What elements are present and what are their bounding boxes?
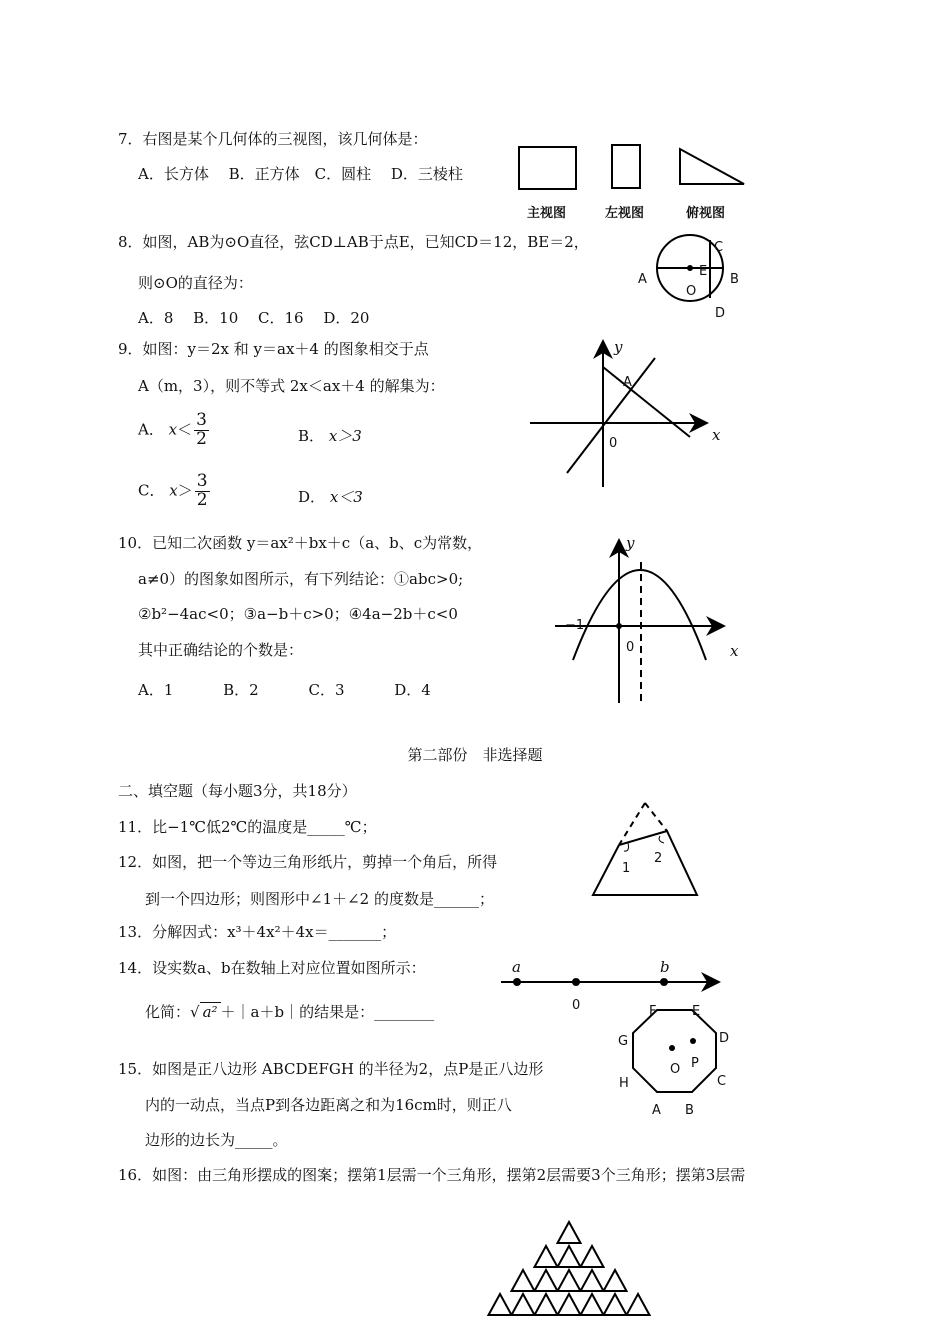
- q8-label-d: D: [715, 306, 726, 321]
- q9-label-x: x: [712, 426, 721, 444]
- q7-options: A．长方体 B．正方体 C．圆柱 D．三棱柱: [138, 165, 463, 183]
- q16-triangle: [512, 1270, 535, 1291]
- q16-triangle: [604, 1294, 627, 1315]
- q16-triangle: [581, 1246, 604, 1267]
- q9-option-c-rel: ＞: [177, 481, 193, 500]
- q16-triangle: [535, 1294, 558, 1315]
- q16-triangle: [535, 1270, 558, 1291]
- q10-label-neg1: −1: [565, 618, 585, 633]
- front-view-label: 主视图: [527, 206, 567, 221]
- q10-stem-2: a≠0）的图象如图所示，有下列结论：①abc>0;: [138, 570, 464, 588]
- q9-option-a-var: x: [168, 420, 178, 439]
- q10-stem-3: ②b²−4ac<0；③a−b＋c>0；④4a−2b＋c<0: [138, 605, 458, 623]
- q10-stem: 10．已知二次函数 y＝ax²＋bx＋c（a、b、c为常数，: [118, 534, 483, 552]
- q16-triangle: [627, 1294, 650, 1315]
- q13-stem: 13．分解因式：x³＋4x²＋4x＝_______；: [118, 923, 397, 941]
- q16-stem: 16．如图：由三角形摆成的图案；摆第1层需一个三角形，摆第2层需要3个三角形；摆第3层需: [118, 1166, 746, 1184]
- q12-stem: 12．如图，把一个等边三角形纸片，剪掉一个角后，所得: [118, 853, 498, 871]
- q15-stem: 15．如图是正八边形 ABCDEFGH 的半径为2，点P是正八边形: [118, 1060, 544, 1078]
- q9-option-a-prefix: A．: [138, 420, 164, 439]
- q8-stem: 8．如图，AB为⊙O直径，弦CD⊥AB于点E，已知CD＝12，BE＝2，: [118, 233, 589, 251]
- q14-simplify-prefix: 化简：: [145, 1003, 191, 1021]
- q15-label-d: D: [719, 1031, 730, 1046]
- q15-stem-3: 边形的边长为_____。: [145, 1131, 288, 1149]
- q15-label-o: O: [670, 1062, 681, 1077]
- q9-option-d-expr: x＜3: [329, 488, 363, 506]
- q9-option-a-rel: ＜: [177, 420, 193, 439]
- q8-label-a: A: [638, 272, 647, 287]
- q16-triangle: [489, 1294, 512, 1315]
- q12-stem-2: 到一个四边形；则图形中∠1＋∠2 的度数是______；: [145, 890, 494, 908]
- q9-stem-2: A（m，3），则不等式 2x＜ax＋4 的解集为：: [138, 377, 445, 395]
- q14-label-b: b: [660, 958, 670, 976]
- q9-option-b-expr: x＞3: [328, 427, 362, 445]
- q8-stem-2: 则⊙O的直径为：: [138, 274, 253, 292]
- q9-label-a: A: [623, 375, 632, 390]
- q15-label-h: H: [619, 1076, 629, 1091]
- q16-triangle: [558, 1246, 581, 1267]
- q8-label-e: E: [699, 264, 708, 279]
- q12-angle-label-1: 1: [622, 861, 631, 876]
- q15-label-b: B: [685, 1103, 694, 1118]
- q16-triangle: [581, 1294, 604, 1315]
- q14-label-a: a: [512, 958, 521, 976]
- section-fill-in-blank: 二、填空题（每小题3分，共18分）: [118, 782, 357, 800]
- q8-label-o: O: [686, 284, 697, 299]
- q10-stem-4: 其中正确结论的个数是：: [138, 641, 304, 659]
- q8-options: A．8 B．10 C．16 D．20: [138, 309, 370, 327]
- q9-label-o: 0: [609, 436, 618, 451]
- q7-stem: 7．右图是某个几何体的三视图，该几何体是：: [118, 130, 428, 148]
- q14-stem-2: 化简：√ a² ＋｜a＋b｜的结果是：________: [145, 1003, 435, 1021]
- q9-stem: 9．如图：y＝2x 和 y＝ax＋4 的图象相交于点: [118, 340, 429, 358]
- q9-option-b-prefix: B．: [298, 427, 325, 445]
- q9-option-c-fraction: $\frac{3}{2}$: [196, 471, 208, 510]
- q14-label-o: 0: [572, 998, 581, 1013]
- q16-triangle: [558, 1270, 581, 1291]
- q10-label-y: y: [626, 534, 635, 552]
- q9-option-c-var: x: [169, 481, 178, 500]
- q16-triangle: [512, 1294, 535, 1315]
- q9-label-y: y: [614, 338, 623, 356]
- part2-title: 第二部份 非选择题: [407, 746, 543, 764]
- q12-angle-label-2: 2: [654, 851, 663, 866]
- q10-label-x: x: [730, 642, 739, 660]
- q16-triangle: [604, 1270, 627, 1291]
- q14-sqrt-content: a²: [200, 1002, 221, 1021]
- q11-stem: 11．比−1℃低2℃的温度是_____℃；: [118, 818, 377, 836]
- q16-triangle: [558, 1222, 581, 1243]
- q16-triangle: [535, 1246, 558, 1267]
- q14-simplify-suffix: ＋｜a＋b｜的结果是：________: [220, 1003, 435, 1021]
- q16-triangle: [581, 1270, 604, 1291]
- q8-label-b: B: [730, 272, 739, 287]
- q15-label-a: A: [652, 1103, 661, 1118]
- top-view-label: 俯视图: [686, 206, 726, 221]
- q10-options: A．1 B．2 C．3 D．4: [138, 681, 431, 699]
- q15-label-e: E: [692, 1004, 701, 1019]
- q15-label-g: G: [618, 1034, 629, 1049]
- q8-label-c: C: [714, 240, 724, 255]
- q15-stem-2: 内的一动点，当点P到各边距离之和为16cm时，则正八: [145, 1096, 512, 1114]
- q15-label-p: P: [691, 1056, 699, 1071]
- q9-option-c-prefix: C．: [138, 481, 165, 500]
- q10-label-o: 0: [626, 640, 635, 655]
- q9-option-d-prefix: D．: [298, 488, 326, 506]
- side-view-label: 左视图: [605, 206, 645, 221]
- q15-label-f: F: [649, 1004, 657, 1019]
- q9-option-a-fraction: $\frac{3}{2}$: [196, 410, 207, 449]
- q14-stem: 14．设实数a、b在数轴上对应位置如图所示：: [118, 959, 426, 977]
- q15-label-c: C: [717, 1074, 727, 1089]
- q16-triangle: [558, 1294, 581, 1315]
